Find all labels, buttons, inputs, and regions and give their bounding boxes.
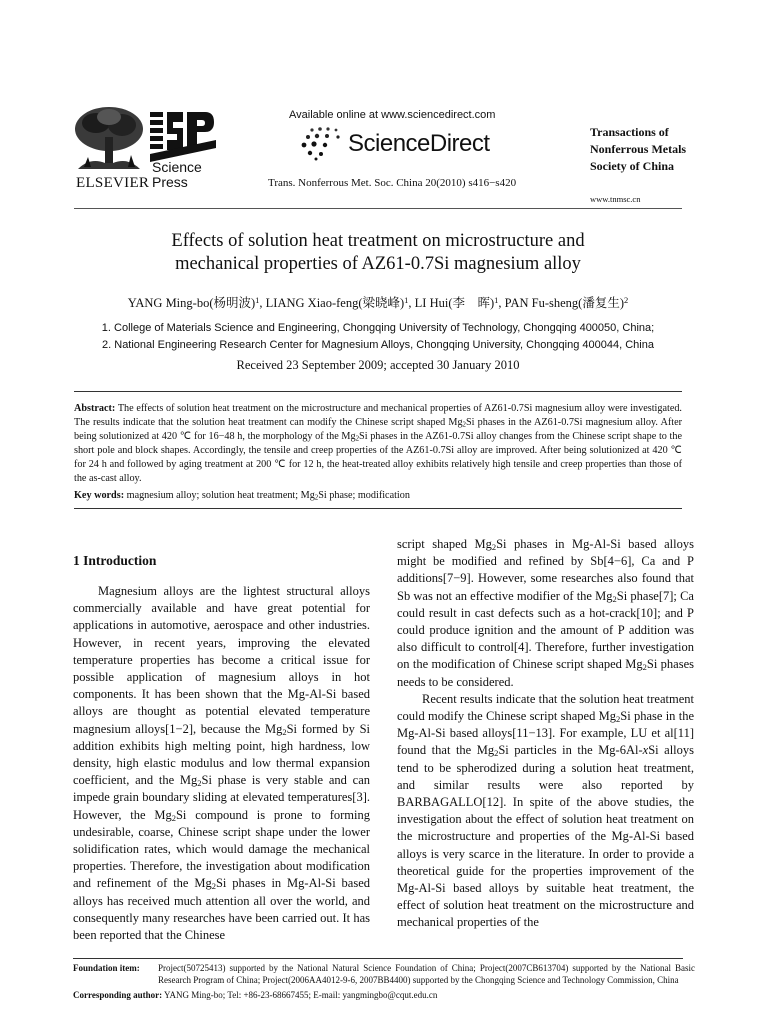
- abstract-block: Abstract: The effects of solution heat treatment on the microstructure and mechanical properties of AZ61-0.7Si magnesium alloy were investigated. The results indicate that the solution heat treatment can modify the Chinese script shaped $Mg_2Si$ phases in the AZ61-0.7Si magnesium alloy. After being solutionized at 420 ℃ for 16−48 h, the morphology of the $Mg_2Si$ phases in the AZ61-0.7Si alloy changes from the Chinese script shape to the short pole and block shapes. Accordingly, the tensile and creep properties of the AZ61-0.7Si alloy are improved. After being solutionized at 420 ℃ for 24 h and followed by aging treatment at 200 ℃ for 12 h, the heat-treated alloy exhibits relatively high tensile and creep properties than those of the as-cast alloy.: [74, 403, 683, 484]
- section-heading: 1 Introduction: [73, 553, 157, 568]
- abstract-label: Abstract:: [74, 403, 116, 414]
- author-name: LIANG Xiao-feng(梁晓峰): [265, 296, 405, 310]
- author-affiliation-mark: 1: [255, 295, 260, 306]
- journal-url-link[interactable]: www.tnmsc.cn: [590, 194, 641, 204]
- keywords-block: Key words: magnesium alloy; solution heat treatment; $Mg_2Si$ phase; modification: [74, 490, 410, 502]
- affiliation-item: 2. National Engineering Research Center for Magnesium Alloys, Chongqing University, Chongqing 400044, China: [102, 339, 654, 351]
- available-online-link[interactable]: Available online at www.sciencedirect.com: [289, 109, 496, 121]
- keywords-label: Key words:: [74, 490, 125, 501]
- author-name: PAN Fu-sheng(潘复生): [504, 296, 625, 310]
- affiliation-item: 1. College of Materials Science and Engineering, Chongqing University of Technology, Chongqing 400050, China;: [101, 322, 655, 334]
- received-date: Received 23 September 2009; accepted 30 January 2010: [236, 358, 520, 372]
- paragraph: script shaped $Mg_2Si$ phases in Mg-Al-Si based alloys might be modified and refined by Sb[4−6], Ca and P additions[7−9]. However, some researches also found that Sb was not an effective modifier of the $Mg_2Si$ phase[7]; Ca could result in cast defects such as a hot-crack[10]; and P could produce ignition and the amount of P addition was also difficult to control[4]. Therefore, further investigation on the modification of Chinese script shaped $Mg_2Si$ phases needs to be considered.: [397, 537, 694, 689]
- journal-name: Transactions of Nonferrous Metals Society of China: [590, 125, 687, 173]
- keywords-text: magnesium alloy; solution heat treatment; Mg: [126, 490, 315, 501]
- author-list: YANG Ming-bo(杨明波)$^1$, LIANG Xiao-feng(梁晓峰)$^1$, LI Hui(李 晖)$^1$, PAN Fu-sheng(潘复生)$^2$: [127, 295, 629, 310]
- science-press-logo: [150, 110, 216, 164]
- affiliations: [74, 320, 682, 354]
- abstract-top-divider: [74, 391, 682, 392]
- author-name: LI Hui(李 晖): [414, 296, 495, 310]
- footnotes: [73, 962, 695, 1004]
- footnote-divider: [73, 958, 683, 959]
- publisher-name: ELSEVIER: [76, 175, 150, 191]
- foundation-footnote: Foundation item: Project(50725413) supported by the National Natural Science Foundation of China; Project(2007CB613704) supported by the National Basic Research Program of China; Project(2006AA4012-9-6, 2007BB4400) supported by the Chongqing Science and Technology Commission, China: [73, 963, 695, 985]
- body-column-left: [73, 583, 370, 944]
- paper-title: Effects of solution heat treatment on microstructure and mechanical properties of AZ61-0.7Si magnesium alloy: [171, 231, 585, 274]
- author-affiliation-mark: 1: [494, 295, 499, 306]
- header-divider: [74, 208, 682, 209]
- author-affiliation-mark: 2: [624, 295, 629, 306]
- science-press-name: Science Press: [152, 159, 202, 190]
- elsevier-tree-logo: [70, 105, 148, 175]
- abstract-bottom-divider: [74, 508, 682, 509]
- journal-citation: Trans. Nonferrous Met. Soc. China 20(2010) s416−s420: [268, 177, 517, 189]
- paragraph: Recent results indicate that the solution heat treatment could modify the Chinese script shaped $Mg_2Si$ phase in the Mg-Al-Si based alloys[11−13]. For example, LU et al[11] found that the $Mg_2Si$ particles in the Mg-6Al-xSi alloys tend to be spherodized during a solution heat treatment, and similar results were also reported by BARBAGALLO[12]. In spite of the above studies, the investigation about the effect of solution heat treatment on the microstructure and properties of the Mg-Al-Si based alloys is very scarce in the literature. In order to provide a theoretical guide for the properties improvement of the Mg-Al-Si based alloys by suitable heat treatment, the effect of solution heat treatment on the microstructure and mechanical properties of the: [397, 691, 695, 930]
- author-affiliation-mark: 1: [404, 295, 409, 306]
- sciencedirect-dots-icon: [300, 124, 348, 162]
- corresponding-author-footnote: Corresponding author: YANG Ming-bo; Tel: +86-23-68667455; E-mail: yangmingbo@cqut.edu.cn: [73, 990, 438, 1000]
- sciencedirect-logo-text: ScienceDirect: [348, 130, 490, 157]
- abstract-text: The effects of solution heat treatment on the microstructure and mechanical properties of AZ61-0.7Si magnesium alloy were investigated. The results indicate that the solution heat treatment can modify the Chinese script shaped Mg: [74, 403, 682, 428]
- body-column-right: [397, 536, 694, 932]
- author-name: YANG Ming-bo(杨明波): [127, 296, 256, 310]
- paragraph: Magnesium alloys are the lightest structural alloys commercially available and have great potential for applications in automotive, aerospace and other industries. However, in recent years, improving the elevated temperature properties has become a critical issue for possible application of magnesium alloys in hot components. It has been shown that the Mg-Al-Si based alloys are thought as potential elevated temperature magnesium alloys[1−2], because the $Mg_2Si$ formed by Si addition exhibits high melting point, high hardness, low density, high elastic modulus and low thermal expansion coefficient, and the $Mg_2Si$ phase is very stable and can impede grain boundary sliding at elevated temperatures[3]. However, the $Mg_2Si$ compound is prone to forming undesirable, coarse, Chinese script shape under the lower solidification rates, which would damage the mechanical properties. Therefore, the investigation about modification and refinement of the $Mg_2Si$ phases in Mg-Al-Si based alloys has received much attention all over the world, and consequently many researches have been carried out. It has been reported that the Chinese: [73, 584, 370, 943]
